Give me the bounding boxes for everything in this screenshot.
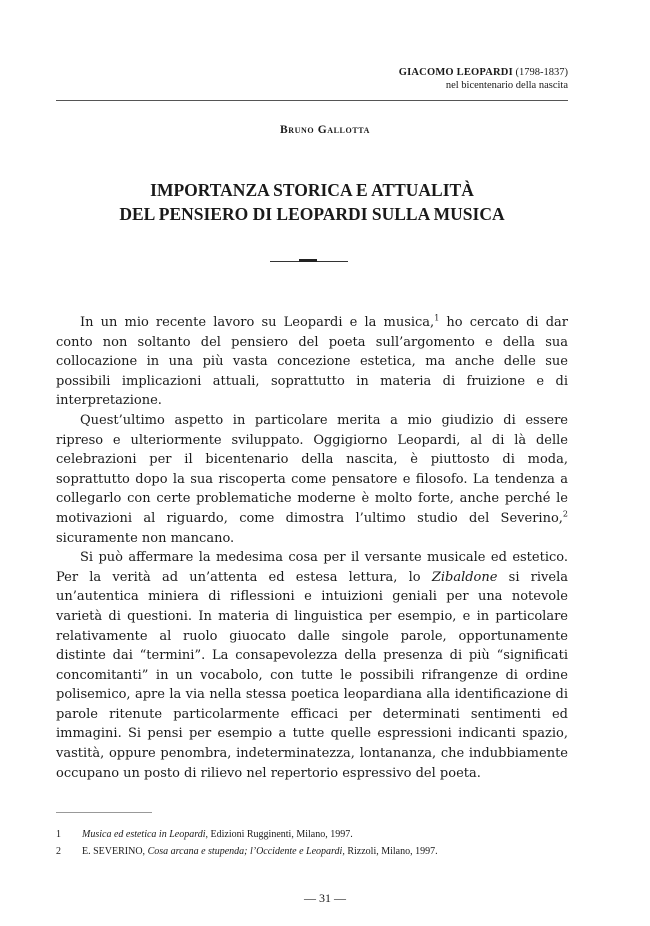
paragraph-1 [56, 313, 568, 411]
body-text [56, 313, 568, 783]
footnote-1-number: 1 [56, 829, 61, 840]
paragraph-2-text-b: sicuramente non mancano. [56, 530, 235, 546]
zibaldone-title: Zibaldone [431, 569, 498, 585]
author-name: Bruno Gallotta [280, 124, 370, 136]
footnote-1-publisher: , Edizioni Rugginenti, Milano, 1997. [205, 829, 353, 840]
page-number: — 31 — [304, 891, 346, 905]
running-head-subtitle: nel bicentenario della nascita [445, 80, 568, 91]
paragraph-3 [56, 548, 568, 783]
footnote-2-publisher: Rizzoli, Milano, 1997. [344, 846, 438, 857]
footnote-1-work-title: Musica ed estetica in Leopardi [82, 829, 206, 840]
footnote-2-number: 2 [56, 846, 61, 857]
paragraph-2-text-a: Quest’ultimo aspetto in particolare merita a mio giudizio di essere ripreso e ulteriormente sviluppato. Oggigiorno Leopardi, al di là delle celebrazioni per il bicentenario della nascita, è piuttosto di moda, soprattutto dopo la sua riscoperta come pensatore e filosofo. La tendenza a collegarlo con certe problematiche moderne è molto forte, anche perché le motivazioni al riguardo, come dimostra l’ultimo studio del Severino, [56, 412, 568, 526]
article-title [56, 178, 568, 226]
running-head-title-line [399, 66, 568, 79]
footnote-1 [56, 826, 568, 843]
footnote-2-work-title: Cosa arcana e stupenda; l’Occidente e Leopardi, [147, 846, 345, 857]
paragraph-3-text-a: Si può affermare la medesima cosa per il versante musicale ed estetico. Per la verità ad un’attenta ed estesa lettura, lo [56, 550, 568, 585]
footnote-ref-2: 2 [562, 509, 568, 519]
article-title-line-1: IMPORTANZA STORICA E ATTUALITÀ [150, 180, 474, 200]
paragraph-1-text-a: In un mio recente lavoro su Leopardi e la musica, [80, 315, 435, 330]
paragraph-1-text-b: ho cercato di dar conto non soltanto del pensiero del poeta sull’argomento e della sua collocazione in una più vasta concezione estetica, ma anche delle sue possibili implicazioni attuali, soprattutto in materia di fruizione e di interpretazione. [56, 315, 568, 409]
footnote-ref-1: 1 [434, 313, 440, 323]
running-head-years: (1798-1837) [515, 67, 568, 78]
footnotes [56, 826, 568, 860]
footnote-2 [56, 843, 568, 860]
running-head-title: GIACOMO LEOPARDI [398, 67, 513, 78]
paragraph-3-text-b: si rivela un’autentica miniera di riflessioni e intuizioni geniali per una notevole varietà di questioni. In materia di linguistica per esempio, e in particolare relativamente al ruolo giuocato dalle singole parole, opportunamente distinte dai “termini”. La consapevolezza della presenza di più “significati concomitanti” in un vocabolo, con tutte le possibili rifrangenze di ordine polisemico, apre la via nella stessa poetica leopardiana alla identificazione di parole ritenute particolarmente efficaci per determinati sentimenti ed immagini. Si pensi per esempio a tutte quelle espressioni indicanti spazio, vastità, oppure penombra, indeterminatezza, lontananza, che indubbiamente occupano un posto di rilievo nel repertorio espressivo del poeta. [56, 569, 568, 781]
footnote-2-text [82, 843, 438, 860]
header-divider [56, 100, 568, 101]
running-head [399, 66, 568, 92]
article-title-line-2: DEL PENSIERO DI LEOPARDI SULLA MUSICA [119, 204, 505, 224]
footnote-1-text [82, 826, 353, 843]
footnote-separator [56, 812, 152, 813]
footnote-2-author: E. SEVERINO, [82, 846, 148, 857]
title-ornament-mark [299, 259, 317, 262]
paragraph-2 [56, 411, 568, 548]
